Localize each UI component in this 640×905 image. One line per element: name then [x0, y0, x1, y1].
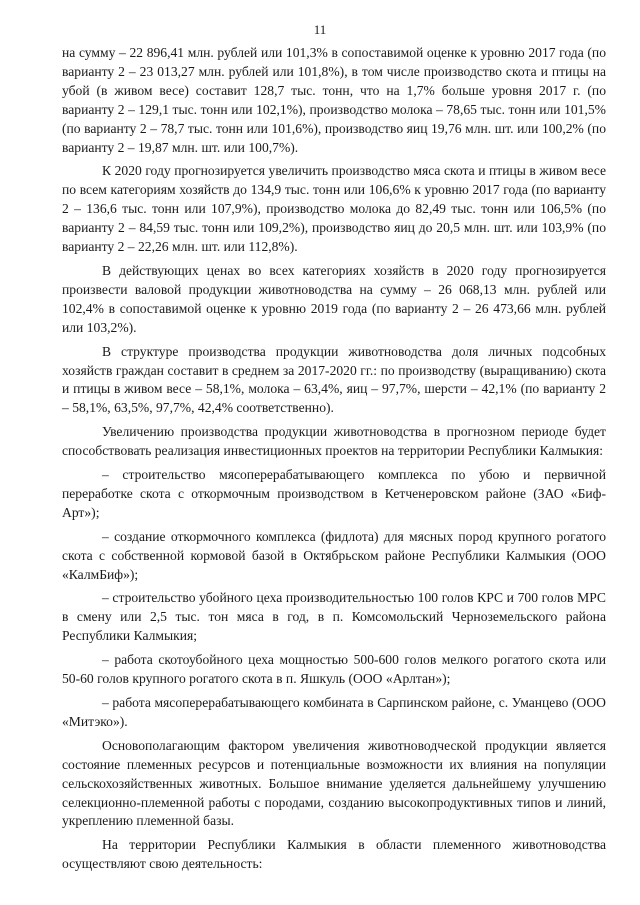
paragraph-gross-output: В действующих ценах во всех категориях хозяйств в 2020 году прогнозируется произвести валовой продукции животноводства на сумму – 26 068,13 млн. рублей или 102,4% в сопоставимой оценке к уровню 2019 года (по варианту 2 – 26 473,66 млн. рублей или 103,2%). — [62, 262, 606, 335]
list-item-miteko: – работа мясоперерабатывающего комбината в Сарпинском районе, с. Уманцево (ООО «Митэко»). — [62, 695, 606, 729]
page-number: 11 — [313, 22, 327, 37]
list-item-slaughter-shop: – строительство убойного цеха производительностью 100 голов КРС и 700 голов МРС в смену или 2,5 тыс. тон мяса в год, в п. Комсомольский Черноземельского района Республики Калмыкия; — [62, 590, 606, 644]
paragraph-breeding-resources: Основополагающим фактором увеличения животноводческой продукции является состояние племенных ресурсов и потенциальные возможности их влияния на популяции сельскохозяйственных животных. Большое внимание уделяется дальнейшему улучшению селекционно-племенной работы с породами, созданию высокопродуктивных типов и линий, укреплению племенной базы. — [62, 737, 606, 829]
paragraph-breeding-intro: На территории Республики Калмыкия в области племенного животноводства осуществляют свою деятельность: — [62, 837, 606, 872]
list-item-bif-art: – строительство мясоперерабатывающего комплекса по убою и первичной переработке скота с откормочным производством в Кетченеровском районе (ЗАО «Биф-Арт»); — [62, 467, 606, 520]
document-body — [62, 44, 606, 879]
paragraph-meat-forecast: К 2020 году прогнозируется увеличить производство мяса скота и птицы в живом весе по всем категориям хозяйств до 134,9 тыс. тонн или 106,6% к уровню 2017 года (по варианту 2 – 136,6 тыс. тонн или 107,9%), производство молока до 82,49 тыс. тонн или 106,5% (по варианту 2 – 84,59 тыс. тонн или 109,2%), производство яиц до 20,5 млн. шт. или 103,9% (по варианту 2 – 22,26 млн. шт. или 112,8%). — [62, 163, 606, 255]
paragraph-structure: В структуре производства продукции животноводства доля личных подсобных хозяйств граждан составит в среднем за 2017-2020 гг.: по производству (выращиванию) скота и птицы в живом весе – 58,1%, молока – 63,4%, яиц – 97,7%, шерсти – 42,1% (по варианту 2 – 58,1%, 63,5%, 97,7%, 42,4% соответственно). — [62, 343, 606, 416]
list-item-arltan: – работа скотоубойного цеха мощностью 500-600 голов мелкого рогатого скота или 50-60 голов крупного рогатого скота в п. Яшкуль (ООО «Арлтан»); — [62, 652, 606, 687]
list-item-kalmbif: – создание откормочного комплекса (фидлота) для мясных пород крупного рогатого скота с собственной кормовой базой в Октябрьском районе Республики Калмыкия (ООО «КалмБиф»); — [62, 528, 606, 582]
paragraph-investment-intro: Увеличению производства продукции животноводства в прогнозном периоде будет способствовать реализация инвестиционных проектов на территории Республики Калмыкия: — [62, 424, 606, 459]
paragraph-continuation: на сумму – 22 896,41 млн. рублей или 101,3% в сопоставимой оценке к уровню 2017 года (по варианту 2 – 23 013,27 млн. рублей или 101,8%), в том числе производство скота и птицы на убой (в живом весе) составит 128,7 тыс. тонн, что на 1,7% больше уровня 2017 г. (по варианту 2 – 129,1 тыс. тонн или 102,1%), производство молока – 78,65 тыс. тонн или 101,5% (по варианту 2 – 78,7 тыс. тонн или 101,6%), производство яиц 19,76 млн. шт. или 100,2% (по варианту 2 – 19,87 млн. шт. или 100,7%). — [62, 45, 606, 155]
